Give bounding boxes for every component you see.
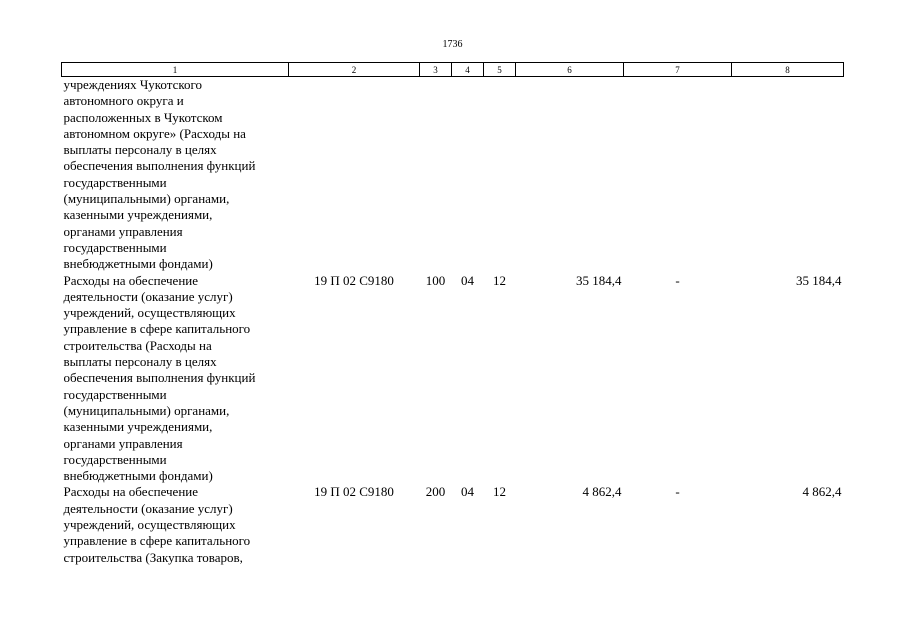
total-amount-cell: 4 862,4 [802,484,842,500]
column-header-4: 4 [452,63,484,77]
section-cell: 04 [461,484,474,500]
column-number-row [62,63,844,77]
target-article-cell [289,77,420,273]
column-header-7: 7 [624,63,732,77]
table-row [62,273,844,485]
description-line: учреждений, осуществляющих [63,305,236,321]
additional-amount-cell: - [675,484,680,500]
description-line: учреждениях Чукотского [63,77,203,92]
subsection-cell: 12 [493,484,506,500]
column-header-2: 2 [289,63,420,77]
column-header-1: 1 [62,63,289,77]
subsection-cell: 12 [493,272,506,288]
section-cell [452,77,484,273]
subsection-cell [484,77,516,273]
description-cell [62,273,289,485]
description-line: казенными учреждениями, [63,207,213,223]
description-line: обеспечения выполнения функций [63,370,256,386]
description-line: выплаты персоналу в целях [63,354,217,370]
description-line: обеспечения выполнения функций [63,158,256,174]
target-article-cell: 19 П 02 С9180 [314,484,394,500]
description-line: деятельности (оказание услуг) [63,288,233,304]
description-cell [62,484,289,565]
description-line: деятельности (оказание услуг) [63,500,233,516]
description-line: расположенных в Чукотском [63,109,223,125]
additional-amount-cell [624,77,732,273]
target-article-cell: 19 П 02 С9180 [314,272,394,288]
amount-cell [516,77,624,273]
description-line: государственными [63,451,167,467]
column-header-5: 5 [484,63,516,77]
additional-amount-cell: - [675,272,680,288]
amount-cell: 4 862,4 [582,484,622,500]
description-line: строительства (Закупка товаров, [63,549,243,565]
description-line: государственными [63,239,167,255]
description-line: учреждений, осуществляющих [63,517,236,533]
description-line: (муниципальными) органами, [63,191,230,207]
description-line: государственными [63,174,167,190]
expense-type-cell: 100 [425,272,446,288]
total-amount-cell: 35 184,4 [796,272,842,288]
column-header-8: 8 [732,63,844,77]
description-line: выплаты персоналу в целях [63,142,217,158]
total-amount-cell [732,77,844,273]
description-line: внебюджетными фондами) [63,468,213,484]
description-line: автономного округа и [63,93,184,109]
expense-type-cell: 200 [425,484,446,500]
section-cell: 04 [461,272,474,288]
description-line: казенными учреждениями, [63,419,213,435]
page-number: 1736 [442,39,463,50]
table-body [62,77,844,566]
description-line: государственными [63,386,167,402]
description-line: строительства (Расходы на [63,337,212,353]
description-cell [62,77,289,273]
description-line: управление в сфере капитального [63,533,251,549]
description-line: управление в сфере капитального [63,321,251,337]
description-line: органами управления [63,435,183,451]
budget-table [61,62,844,566]
column-header-6: 6 [516,63,624,77]
description-line: (муниципальными) органами, [63,402,230,418]
table-row [62,77,844,273]
description-line: органами управления [63,223,183,239]
table-row [62,484,844,565]
description-line: внебюджетными фондами) [63,256,213,272]
amount-cell: 35 184,4 [576,272,622,288]
description-line: автономном округе» (Расходы на [63,125,246,141]
description-line: Расходы на обеспечение [63,484,199,500]
description-line: Расходы на обеспечение [63,272,199,288]
column-header-3: 3 [420,63,452,77]
expense-type-cell [420,77,452,273]
